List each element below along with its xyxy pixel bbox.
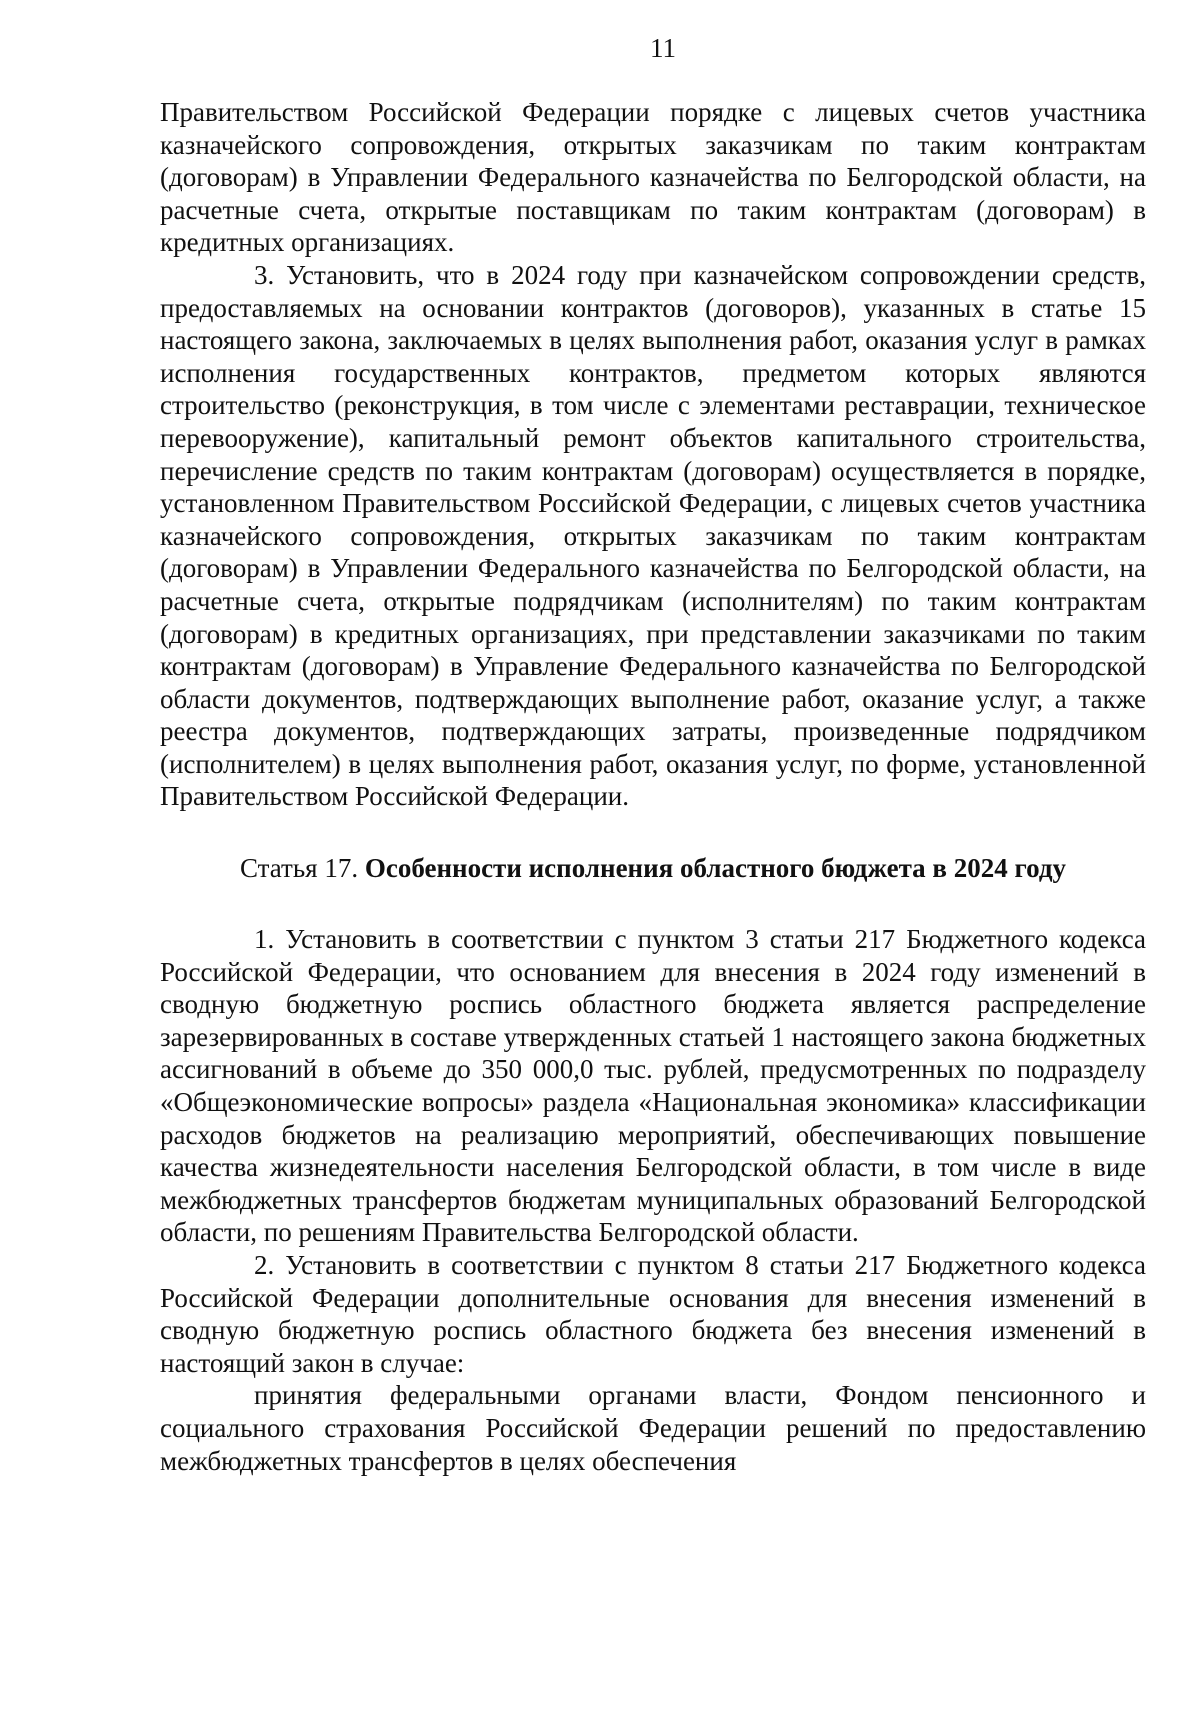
paragraph-subitem: принятия федеральными органами власти, Фондом пенсионного и социального страхования Российской Федерации решений по предоставлению межбюджетных трансфертов в целях обеспечения [160, 1380, 1146, 1476]
article-heading [160, 851, 1146, 885]
document-page [160, 30, 1146, 1477]
paragraph-item-2: 2. Установить в соответствии с пунктом 8 статьи 217 Бюджетного кодекса Российской Федерации дополнительные основания для внесения изменений в сводную бюджетную роспись областного бюджета без внесения изменений в настоящий закон в случае: [160, 1250, 1146, 1378]
paragraph-continuation: Правительством Российской Федерации порядке с лицевых счетов участника казначейского сопровождения, открытых заказчикам по таким контрактам (договорам) в Управлении Федерального казначейства по Белгородской области, на расчетные счета, открытые поставщикам по таким контрактам (договорам) в кредитных организациях. [160, 97, 1146, 258]
article-number: Статья 17. [239, 853, 359, 884]
paragraph-item-1: 1. Установить в соответствии с пунктом 3 статьи 217 Бюджетного кодекса Российской Федерации, что основанием для внесения в 2024 году изменений в сводную бюджетную роспись областного бюджета является распределение зарезервированных в составе утвержденных статьей 1 настоящего закона бюджетных ассигнований в объеме до 350 000,0 тыс. рублей, предусмотренных по подразделу «Общеэкономические вопросы» раздела «Национальная экономика» классификации расходов бюджетов на реализацию мероприятий, обеспечивающих повышение качества жизнедеятельности населения Белгородской области, в том числе в виде межбюджетных трансфертов бюджетам муниципальных образований Белгородской области, по решениям Правительства Белгородской области. [160, 924, 1146, 1248]
bottom-section [160, 923, 1146, 1477]
top-section [160, 96, 1146, 813]
paragraph-item-3: 3. Установить, что в 2024 году при казначейском сопровождении средств, предоставляемых на основании контрактов (договоров), указанных в статье 15 настоящего закона, заключаемых в целях выполнения работ, оказания услуг в рамках исполнения государственных контрактов, предметом которых являются строительство (реконструкция, в том числе с элементами реставрации, техническое перевооружение), капитальный ремонт объектов капитального строительства, перечисление средств по таким контрактам (договорам) осуществляется в порядке, установленном Правительством Российской Федерации, с лицевых счетов участника казначейского сопровождения, открытых заказчикам по таким контрактам (договорам) в Управлении Федерального казначейства по Белгородской области, на расчетные счета, открытые подрядчикам (исполнителям) по таким контрактам (договорам) в кредитных организациях, при представлении заказчиками по таким контрактам (договорам) в Управление Федерального казначейства по Белгородской области документов, подтверждающих выполнение работ, оказание услуг, а также реестра документов, подтверждающих затраты, произведенные подрядчиком (исполнителем) в целях выполнения работ, оказания услуг, по форме, установленной Правительством Российской Федерации. [160, 259, 1146, 812]
page-number: 11 [650, 33, 676, 63]
article-title: Особенности исполнения областного бюджета в 2024 году [364, 853, 1066, 884]
